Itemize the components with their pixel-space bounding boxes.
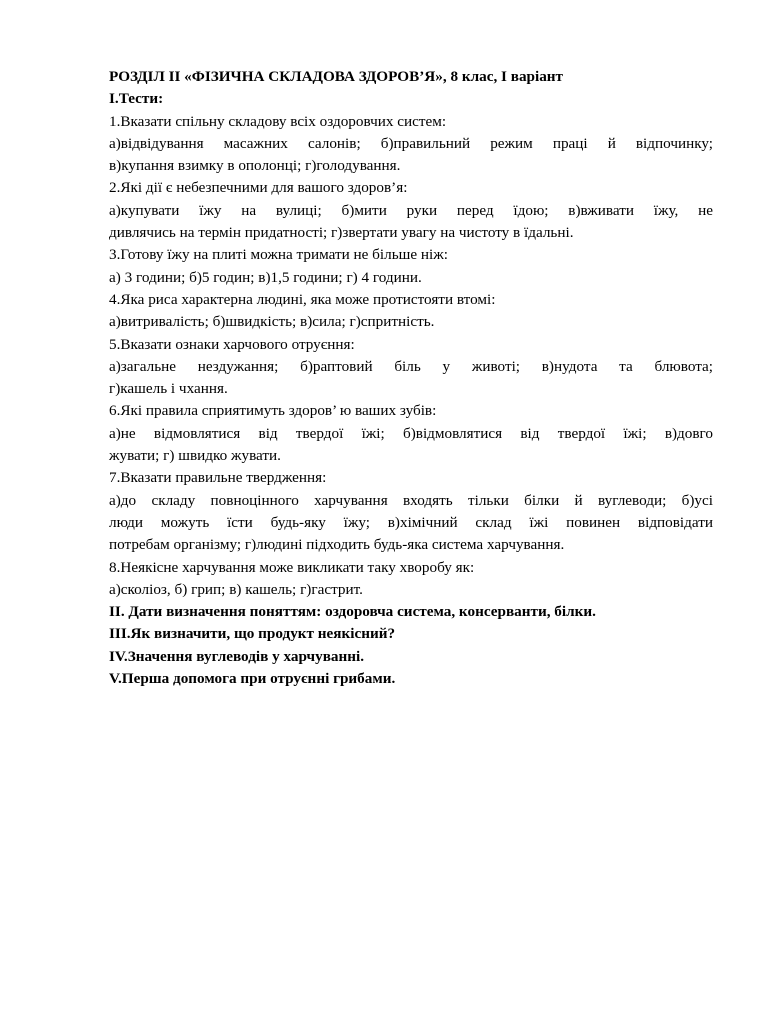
question-8: 8.Неякісне харчування може викликати таку хворобу як: [109, 558, 475, 576]
question-5: 5.Вказати ознаки харчового отруєння: [109, 335, 355, 353]
question-6-answers-line-1: а)не відмовлятися від твердої їжі; б)відмовлятися від твердої їжі; в)довго [109, 424, 713, 442]
question-7-answers-line-1: а)до складу повноцінного харчування входять тільки білки й вуглеводи; б)усі [109, 491, 713, 509]
question-1: 1.Вказати спільну складову всіх оздоровчих систем: [109, 112, 447, 130]
question-2-answers-line-1: а)купувати їжу на вулиці; б)мити руки перед їдою; в)вживати їжу, не [109, 201, 713, 219]
section-tests-heading: І.Тести: [109, 90, 164, 108]
section-2-heading: ІІ. Дати визначення поняттям: оздоровча система, консерванти, білки. [109, 603, 596, 621]
question-5-answers-line-2: г)кашель і чхання. [109, 380, 228, 398]
question-3: 3.Готову їжу на плиті можна тримати не більше ніж: [109, 246, 448, 264]
section-4-heading: IV.Значення вуглеводів у харчуванні. [109, 647, 365, 665]
question-2-answers-line-2: дивлячись на термін придатності; г)звертати увагу на чистоту в їдальні. [109, 224, 574, 242]
question-5-answers-line-1: а)загальне нездужання; б)раптовий біль у животі; в)нудота та блювота; [109, 357, 713, 375]
section-3-heading: ІІІ.Як визначити, що продукт неякісний? [109, 625, 396, 643]
question-1-answers-line-2: в)купання взимку в ополонці; г)голодування. [109, 157, 401, 175]
question-3-answers-line-1: а) 3 години; б)5 годин; в)1,5 години; г) 4 години. [109, 268, 422, 286]
question-7-answers-line-3: потребам організму; г)людині підходить будь-яка система харчування. [109, 536, 565, 554]
question-6: 6.Які правила сприятимуть здоров’ ю ваших зубів: [109, 402, 437, 420]
document-title: РОЗДІЛ ІІ «ФІЗИЧНА СКЛАДОВА ЗДОРОВ’Я», 8 клас, І варіант [109, 68, 564, 85]
question-8-answers-line-1: а)сколіоз, б) грип; в) кашель; г)гастрит. [109, 580, 363, 598]
question-2: 2.Які дії є небезпечними для вашого здоров’я: [109, 179, 408, 197]
question-1-answers-line-1: а)відвідування масажних салонів; б)правильний режим праці й відпочинку; [109, 134, 713, 152]
question-7: 7.Вказати правильне твердження: [109, 469, 327, 487]
document-page [109, 66, 713, 690]
question-7-answers-line-2: люди можуть їсти будь-яку їжу; в)хімічний склад їжі повинен відповідати [109, 513, 713, 531]
question-4-answers-line-1: а)витривалість; б)швидкість; в)сила; г)спритність. [109, 313, 435, 331]
question-4: 4.Яка риса характерна людині, яка може протистояти втомі: [109, 290, 496, 308]
section-5-heading: V.Перша допомога при отруєнні грибами. [109, 670, 396, 688]
question-6-answers-line-2: жувати; г) швидко жувати. [109, 447, 281, 465]
